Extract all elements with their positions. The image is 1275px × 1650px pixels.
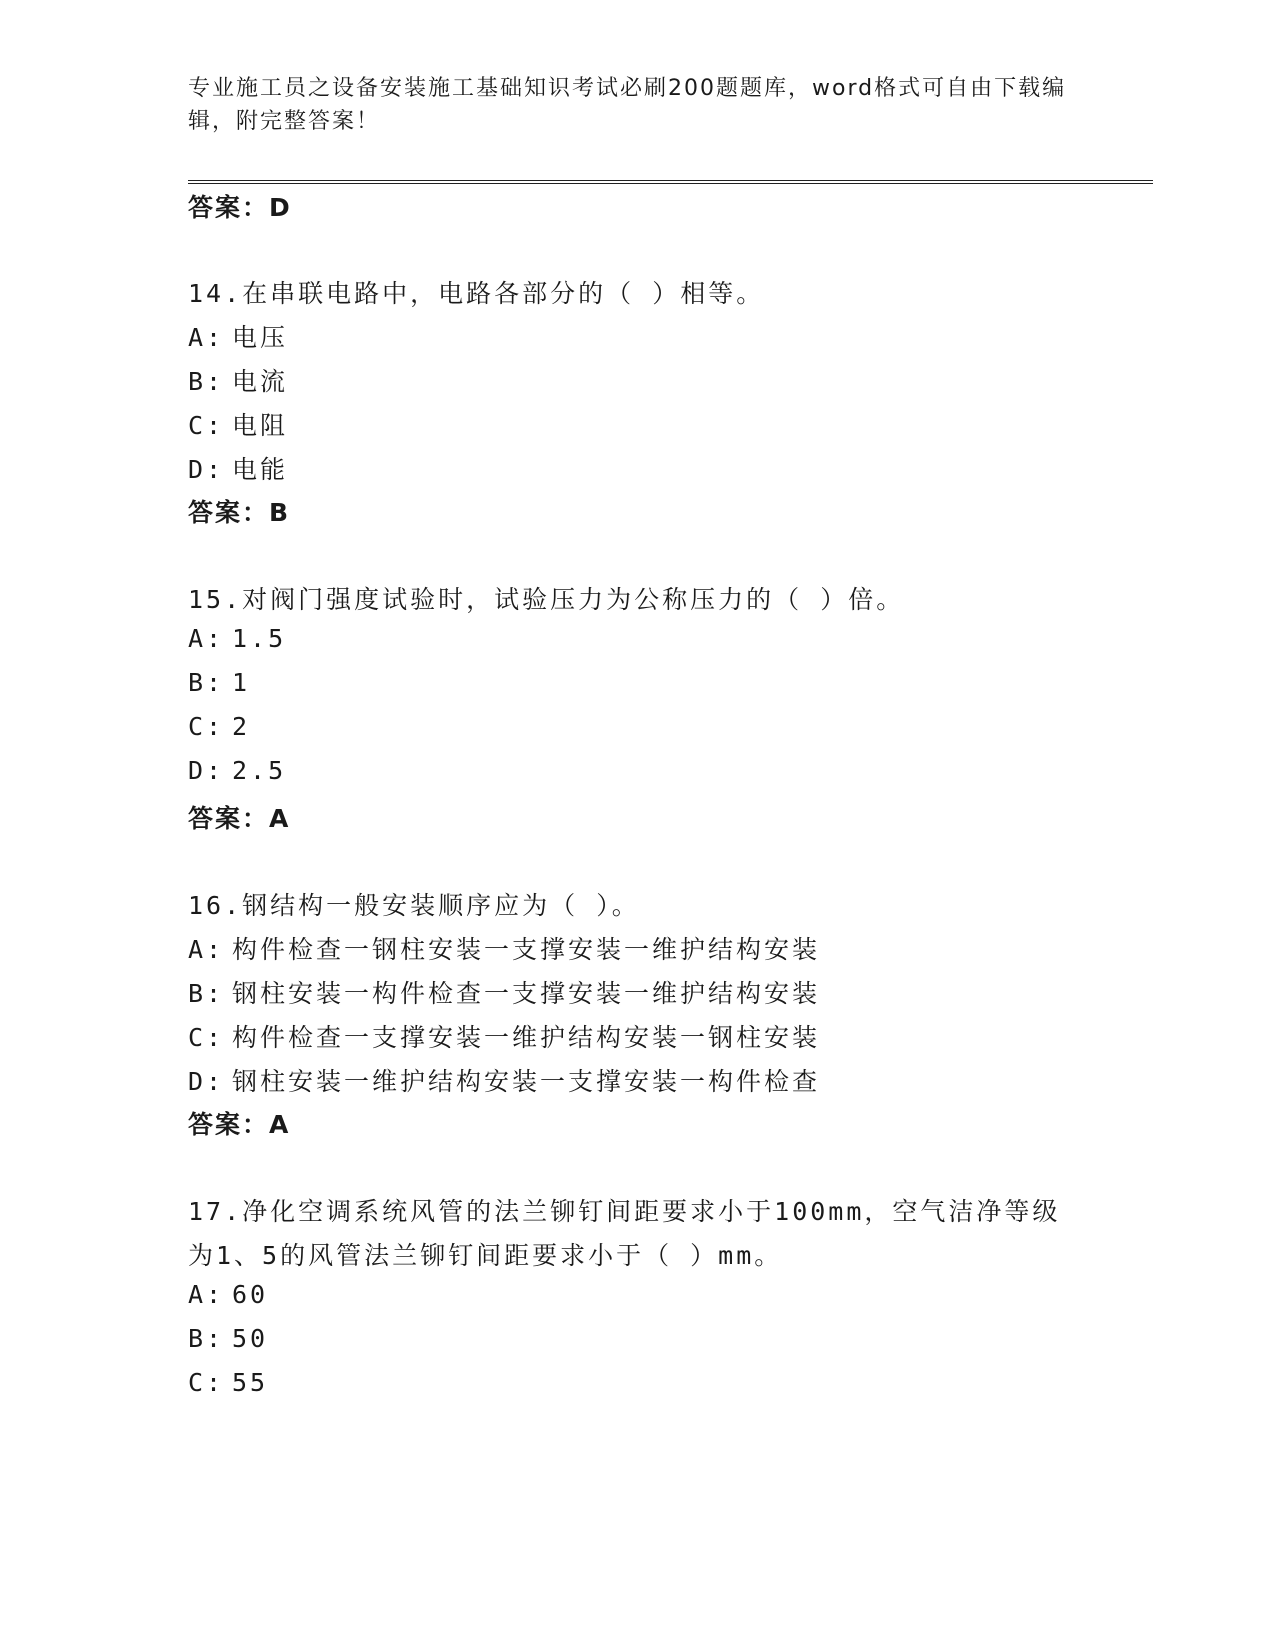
question-number: 17.: [188, 1197, 243, 1226]
option-text: 1.5: [232, 624, 287, 653]
header-title: 专业施工员之设备安装施工基础知识考试必刷200题题库，word格式可自由下载编辑，附完整答案！: [188, 76, 1067, 134]
option-text: 钢柱安装一维护结构安装一支撑安装一构件检查: [232, 1067, 821, 1096]
option-label: A:: [188, 1280, 225, 1309]
option-label: B:: [188, 367, 225, 396]
question-17-option-a: [188, 1280, 268, 1309]
question-16-option-c: [188, 1018, 820, 1054]
option-label: D:: [188, 455, 225, 484]
question-14-answer: 答案：B: [188, 498, 291, 527]
question-17-option-b: [188, 1324, 268, 1353]
question-15-option-b: [188, 668, 250, 697]
question-15-stem: [188, 580, 904, 616]
question-15-option-d: [188, 756, 286, 785]
option-label: B:: [188, 979, 225, 1008]
option-text: 55: [232, 1368, 269, 1397]
question-17-stem-line-1: [188, 1192, 1060, 1228]
question-14-option-a: [188, 318, 288, 354]
option-text: 构件检查一钢柱安装一支撑安装一维护结构安装: [232, 935, 821, 964]
question-text: 钢结构一般安装顺序应为（ ）。: [242, 891, 640, 920]
question-14-option-c: [188, 406, 288, 442]
document-header: [188, 72, 1068, 138]
option-text: 2.5: [232, 756, 287, 785]
option-label: D:: [188, 1067, 225, 1096]
question-15-option-a: [188, 624, 286, 653]
question-text: 对阀门强度试验时，试验压力为公称压力的（ ）倍。: [242, 585, 905, 614]
option-text: 电能: [232, 455, 289, 484]
option-label: B:: [188, 668, 225, 697]
option-text: 1: [232, 668, 251, 697]
option-label: A:: [188, 323, 225, 352]
header-divider-bottom: [188, 183, 1153, 184]
question-number: 14.: [188, 279, 243, 308]
question-text: 在串联电路中，电路各部分的（ ）相等。: [242, 279, 765, 308]
question-16-answer: 答案：A: [188, 1110, 291, 1139]
question-17-stem-line-2: 为1、5的风管法兰铆钉间距要求小于（ ）mm。: [188, 1241, 783, 1270]
question-14-stem: [188, 274, 764, 310]
question-number: 16.: [188, 891, 243, 920]
option-text: 钢柱安装一构件检查一支撑安装一维护结构安装: [232, 979, 821, 1008]
option-text: 50: [232, 1324, 269, 1353]
question-15-option-c: [188, 712, 250, 741]
option-text: 电流: [232, 367, 289, 396]
option-text: 2: [232, 712, 251, 741]
option-label: C:: [188, 411, 225, 440]
question-17-option-c: [188, 1368, 268, 1397]
question-15-answer: 答案：A: [188, 804, 291, 833]
option-label: C:: [188, 1368, 225, 1397]
header-divider-top: [188, 180, 1153, 181]
question-14-option-b: [188, 362, 288, 398]
option-label: B:: [188, 1324, 225, 1353]
previous-answer: 答案：D: [188, 193, 292, 222]
option-text: 构件检查一支撑安装一维护结构安装一钢柱安装: [232, 1023, 821, 1052]
option-text: 60: [232, 1280, 269, 1309]
option-label: C:: [188, 1023, 225, 1052]
option-label: D:: [188, 756, 225, 785]
option-label: A:: [188, 624, 225, 653]
question-text: 净化空调系统风管的法兰铆钉间距要求小于100mm，空气洁净等级: [242, 1197, 1061, 1226]
question-16-option-a: [188, 930, 820, 966]
option-text: 电压: [232, 323, 289, 352]
question-16-stem: [188, 886, 640, 922]
option-text: 电阻: [232, 411, 289, 440]
option-label: C:: [188, 712, 225, 741]
question-16-option-b: [188, 974, 820, 1010]
question-16-option-d: [188, 1062, 820, 1098]
question-14-option-d: [188, 450, 288, 486]
question-number: 15.: [188, 585, 243, 614]
option-label: A:: [188, 935, 225, 964]
